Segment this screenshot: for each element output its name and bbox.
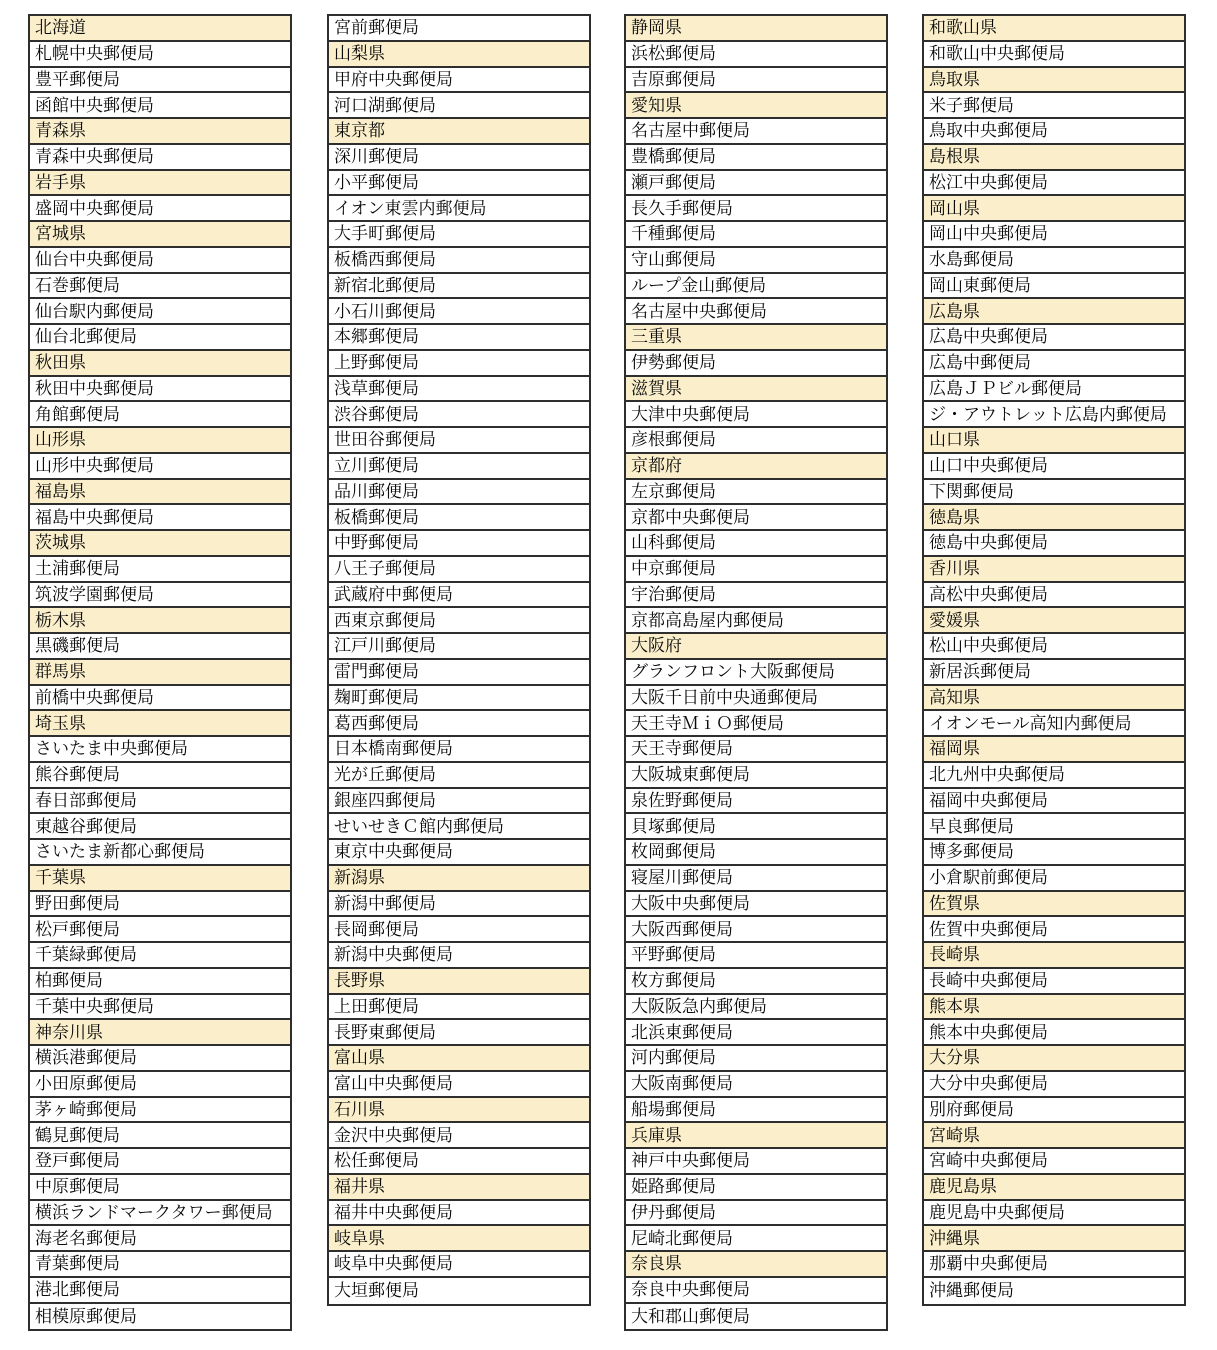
post-office-cell: 大分中央郵便局	[924, 1072, 1184, 1098]
post-office-cell: 宮崎中央郵便局	[924, 1149, 1184, 1175]
post-office-cell: 仙台中央郵便局	[30, 248, 290, 274]
post-office-cell: ジ・アウトレット広島内郵便局	[924, 402, 1184, 428]
post-office-cell: 海老名郵便局	[30, 1226, 290, 1252]
prefecture-cell: 茨城県	[30, 531, 290, 557]
post-office-cell: 銀座四郵便局	[329, 789, 589, 815]
post-office-cell: 北九州中央郵便局	[924, 763, 1184, 789]
post-office-cell: 岐阜中央郵便局	[329, 1252, 589, 1278]
post-office-cell: 中野郵便局	[329, 531, 589, 557]
prefecture-cell: 徳島県	[924, 505, 1184, 531]
post-office-cell: 浅草郵便局	[329, 377, 589, 403]
post-office-cell: 東越谷郵便局	[30, 814, 290, 840]
prefecture-cell: 山形県	[30, 428, 290, 454]
post-office-cell: 大津中央郵便局	[626, 402, 886, 428]
post-office-cell: 黒磯郵便局	[30, 634, 290, 660]
post-office-cell: 西東京郵便局	[329, 608, 589, 634]
post-office-cell: 雷門郵便局	[329, 660, 589, 686]
prefecture-cell: 和歌山県	[924, 16, 1184, 42]
post-office-cell: 長崎中央郵便局	[924, 969, 1184, 995]
post-office-cell: 枚方郵便局	[626, 969, 886, 995]
post-office-cell: 新潟中郵便局	[329, 892, 589, 918]
post-office-cell: 河内郵便局	[626, 1046, 886, 1072]
post-office-cell: 新潟中央郵便局	[329, 943, 589, 969]
post-office-cell: 日本橋南郵便局	[329, 737, 589, 763]
prefecture-cell: 青森県	[30, 119, 290, 145]
post-office-cell: 青葉郵便局	[30, 1252, 290, 1278]
post-office-cell: 和歌山中央郵便局	[924, 42, 1184, 68]
post-office-cell: 松戸郵便局	[30, 917, 290, 943]
post-office-cell: 平野郵便局	[626, 943, 886, 969]
post-office-cell: 鹿児島中央郵便局	[924, 1201, 1184, 1227]
post-office-cell: 富山中央郵便局	[329, 1072, 589, 1098]
post-office-cell: 横浜ランドマークタワー郵便局	[30, 1201, 290, 1227]
post-office-cell: 筑波学園郵便局	[30, 583, 290, 609]
post-office-cell: 武蔵府中郵便局	[329, 583, 589, 609]
post-office-cell: 千種郵便局	[626, 222, 886, 248]
prefecture-cell: 福井県	[329, 1175, 589, 1201]
post-office-cell: 新宿北郵便局	[329, 274, 589, 300]
post-office-cell: 広島中央郵便局	[924, 325, 1184, 351]
post-office-cell: 神戸中央郵便局	[626, 1149, 886, 1175]
prefecture-cell: 熊本県	[924, 995, 1184, 1021]
post-office-cell: 天王寺郵便局	[626, 737, 886, 763]
post-office-cell: 上田郵便局	[329, 995, 589, 1021]
post-office-cell: 長岡郵便局	[329, 917, 589, 943]
post-office-cell: 麹町郵便局	[329, 686, 589, 712]
prefecture-cell: 大分県	[924, 1046, 1184, 1072]
prefecture-cell: 石川県	[329, 1098, 589, 1124]
prefecture-cell: 千葉県	[30, 866, 290, 892]
post-office-cell: 宇治郵便局	[626, 583, 886, 609]
post-office-cell: 盛岡中央郵便局	[30, 196, 290, 222]
post-office-cell: 奈良中央郵便局	[626, 1278, 886, 1304]
prefecture-cell: 栃木県	[30, 608, 290, 634]
post-office-cell: 広島中郵便局	[924, 351, 1184, 377]
post-office-cell: 大阪城東郵便局	[626, 763, 886, 789]
post-office-cell: グランフロント大阪郵便局	[626, 660, 886, 686]
table-column-2	[327, 14, 591, 1306]
post-office-cell: 福島中央郵便局	[30, 505, 290, 531]
prefecture-cell: 北海道	[30, 16, 290, 42]
post-office-cell: 春日部郵便局	[30, 789, 290, 815]
post-office-cell: 泉佐野郵便局	[626, 789, 886, 815]
post-office-cell: 山形中央郵便局	[30, 454, 290, 480]
post-office-cell: 福岡中央郵便局	[924, 789, 1184, 815]
post-office-cell: 左京郵便局	[626, 480, 886, 506]
prefecture-cell: 島根県	[924, 145, 1184, 171]
post-office-cell: 長野東郵便局	[329, 1020, 589, 1046]
post-office-cell: 沖縄郵便局	[924, 1278, 1184, 1304]
post-office-cell: 京都中央郵便局	[626, 505, 886, 531]
prefecture-cell: 京都府	[626, 454, 886, 480]
post-office-cell: 仙台北郵便局	[30, 325, 290, 351]
prefecture-cell: 宮崎県	[924, 1123, 1184, 1149]
prefecture-cell: 長野県	[329, 969, 589, 995]
prefecture-cell: 山梨県	[329, 42, 589, 68]
post-office-cell: 葛西郵便局	[329, 711, 589, 737]
post-office-cell: 福井中央郵便局	[329, 1201, 589, 1227]
post-office-cell: 江戸川郵便局	[329, 634, 589, 660]
post-office-cell: 名古屋中郵便局	[626, 119, 886, 145]
post-office-cell: 板橋郵便局	[329, 505, 589, 531]
post-office-cell: 豊平郵便局	[30, 68, 290, 94]
post-office-cell: 野田郵便局	[30, 892, 290, 918]
post-office-cell: 土浦郵便局	[30, 557, 290, 583]
post-office-cell: 小平郵便局	[329, 171, 589, 197]
prefecture-cell: 秋田県	[30, 351, 290, 377]
post-office-cell: 河口湖郵便局	[329, 93, 589, 119]
post-office-cell: 彦根郵便局	[626, 428, 886, 454]
post-office-cell: 別府郵便局	[924, 1098, 1184, 1124]
post-office-cell: 枚岡郵便局	[626, 840, 886, 866]
prefecture-cell: 愛知県	[626, 93, 886, 119]
post-office-cell: 姫路郵便局	[626, 1175, 886, 1201]
post-office-cell: 小田原郵便局	[30, 1072, 290, 1098]
post-office-cell: 松任郵便局	[329, 1149, 589, 1175]
post-office-cell: 前橋中央郵便局	[30, 686, 290, 712]
post-office-cell: 大阪南郵便局	[626, 1072, 886, 1098]
post-office-cell: 大手町郵便局	[329, 222, 589, 248]
post-office-cell: 熊谷郵便局	[30, 763, 290, 789]
post-office-cell: 板橋西郵便局	[329, 248, 589, 274]
prefecture-cell: 埼玉県	[30, 711, 290, 737]
prefecture-cell: 大阪府	[626, 634, 886, 660]
prefecture-cell: 三重県	[626, 325, 886, 351]
post-office-cell: 吉原郵便局	[626, 68, 886, 94]
post-office-cell: 品川郵便局	[329, 480, 589, 506]
post-office-cell: 伊丹郵便局	[626, 1201, 886, 1227]
post-office-cell: 広島ＪＰビル郵便局	[924, 377, 1184, 403]
post-office-cell: 甲府中央郵便局	[329, 68, 589, 94]
post-office-cell: 伊勢郵便局	[626, 351, 886, 377]
post-office-cell: 千葉中央郵便局	[30, 995, 290, 1021]
post-office-cell: 横浜港郵便局	[30, 1046, 290, 1072]
post-office-cell: イオンモール高知内郵便局	[924, 711, 1184, 737]
post-office-cell: 宮前郵便局	[329, 16, 589, 42]
table-column-3	[624, 14, 888, 1331]
post-office-cell: 中原郵便局	[30, 1175, 290, 1201]
post-office-cell: 大阪千日前中央通郵便局	[626, 686, 886, 712]
prefecture-cell: 長崎県	[924, 943, 1184, 969]
post-office-cell: 千葉緑郵便局	[30, 943, 290, 969]
post-office-cell: 佐賀中央郵便局	[924, 917, 1184, 943]
post-office-cell: 熊本中央郵便局	[924, 1020, 1184, 1046]
prefecture-cell: 鹿児島県	[924, 1175, 1184, 1201]
post-office-cell: 秋田中央郵便局	[30, 377, 290, 403]
post-office-cell: 世田谷郵便局	[329, 428, 589, 454]
prefecture-cell: 東京都	[329, 119, 589, 145]
post-office-cell: さいたま中央郵便局	[30, 737, 290, 763]
post-office-cell: 仙台駅内郵便局	[30, 299, 290, 325]
post-office-cell: 尼崎北郵便局	[626, 1226, 886, 1252]
post-office-cell: 光が丘郵便局	[329, 763, 589, 789]
post-office-cell: 港北郵便局	[30, 1278, 290, 1304]
prefecture-cell: 宮城県	[30, 222, 290, 248]
post-office-cell: 角館郵便局	[30, 402, 290, 428]
post-office-cell: 守山郵便局	[626, 248, 886, 274]
post-office-cell: 上野郵便局	[329, 351, 589, 377]
post-office-cell: 茅ヶ崎郵便局	[30, 1098, 290, 1124]
post-office-cell: 米子郵便局	[924, 93, 1184, 119]
post-office-cell: イオン東雲内郵便局	[329, 196, 589, 222]
post-office-cell: 大阪阪急内郵便局	[626, 995, 886, 1021]
prefecture-cell: 富山県	[329, 1046, 589, 1072]
post-office-cell: 岡山東郵便局	[924, 274, 1184, 300]
prefecture-cell: 鳥取県	[924, 68, 1184, 94]
post-office-cell: 柏郵便局	[30, 969, 290, 995]
prefecture-cell: 広島県	[924, 299, 1184, 325]
post-office-cell: 高松中央郵便局	[924, 583, 1184, 609]
prefecture-cell: 佐賀県	[924, 892, 1184, 918]
table-column-1	[28, 14, 292, 1331]
post-office-cell: 船場郵便局	[626, 1098, 886, 1124]
post-office-cell: 立川郵便局	[329, 454, 589, 480]
post-office-cell: 札幌中央郵便局	[30, 42, 290, 68]
post-office-cell: 天王寺ＭｉＯ郵便局	[626, 711, 886, 737]
prefecture-cell: 滋賀県	[626, 377, 886, 403]
post-office-cell: 那覇中央郵便局	[924, 1252, 1184, 1278]
post-office-cell: 本郷郵便局	[329, 325, 589, 351]
prefecture-cell: 高知県	[924, 686, 1184, 712]
post-office-cell: 東京中央郵便局	[329, 840, 589, 866]
post-office-cell: 新居浜郵便局	[924, 660, 1184, 686]
prefecture-cell: 岐阜県	[329, 1226, 589, 1252]
post-office-cell: 鳥取中央郵便局	[924, 119, 1184, 145]
post-office-cell: 博多郵便局	[924, 840, 1184, 866]
post-office-cell: 函館中央郵便局	[30, 93, 290, 119]
post-office-cell: 渋谷郵便局	[329, 402, 589, 428]
post-office-cell: 相模原郵便局	[30, 1304, 290, 1330]
post-office-cell: 早良郵便局	[924, 814, 1184, 840]
prefecture-cell: 静岡県	[626, 16, 886, 42]
post-office-cell: せいせきＣ館内郵便局	[329, 814, 589, 840]
post-office-cell: 水島郵便局	[924, 248, 1184, 274]
prefecture-cell: 愛媛県	[924, 608, 1184, 634]
prefecture-cell: 奈良県	[626, 1252, 886, 1278]
prefecture-cell: 群馬県	[30, 660, 290, 686]
post-office-cell: 浜松郵便局	[626, 42, 886, 68]
post-office-cell: 長久手郵便局	[626, 196, 886, 222]
post-office-cell: 小石川郵便局	[329, 299, 589, 325]
post-office-cell: 徳島中央郵便局	[924, 531, 1184, 557]
post-office-cell: 名古屋中央郵便局	[626, 299, 886, 325]
post-office-cell: 瀬戸郵便局	[626, 171, 886, 197]
prefecture-cell: 岡山県	[924, 196, 1184, 222]
post-office-cell: 豊橋郵便局	[626, 145, 886, 171]
post-office-cell: 松江中央郵便局	[924, 171, 1184, 197]
post-office-cell: 大阪中央郵便局	[626, 892, 886, 918]
post-office-cell: 下関郵便局	[924, 480, 1184, 506]
post-office-cell: 北浜東郵便局	[626, 1020, 886, 1046]
post-office-cell: 貝塚郵便局	[626, 814, 886, 840]
post-office-cell: ループ金山郵便局	[626, 274, 886, 300]
post-office-cell: 鶴見郵便局	[30, 1123, 290, 1149]
post-office-cell: 登戸郵便局	[30, 1149, 290, 1175]
prefecture-cell: 新潟県	[329, 866, 589, 892]
table-column-4	[922, 14, 1186, 1306]
prefecture-cell: 兵庫県	[626, 1123, 886, 1149]
prefecture-cell: 福岡県	[924, 737, 1184, 763]
post-office-cell: 京都高島屋内郵便局	[626, 608, 886, 634]
post-office-cell: 青森中央郵便局	[30, 145, 290, 171]
post-office-cell: 深川郵便局	[329, 145, 589, 171]
post-office-cell: 山科郵便局	[626, 531, 886, 557]
post-office-cell: 中京郵便局	[626, 557, 886, 583]
prefecture-cell: 山口県	[924, 428, 1184, 454]
post-office-cell: 八王子郵便局	[329, 557, 589, 583]
post-office-cell: さいたま新都心郵便局	[30, 840, 290, 866]
post-office-cell: 岡山中央郵便局	[924, 222, 1184, 248]
prefecture-cell: 福島県	[30, 480, 290, 506]
prefecture-cell: 岩手県	[30, 171, 290, 197]
prefecture-cell: 沖縄県	[924, 1226, 1184, 1252]
post-office-cell: 寝屋川郵便局	[626, 866, 886, 892]
post-office-cell: 大阪西郵便局	[626, 917, 886, 943]
post-office-cell: 石巻郵便局	[30, 274, 290, 300]
post-office-cell: 松山中央郵便局	[924, 634, 1184, 660]
post-office-cell: 山口中央郵便局	[924, 454, 1184, 480]
post-office-cell: 金沢中央郵便局	[329, 1123, 589, 1149]
post-office-cell: 大垣郵便局	[329, 1278, 589, 1304]
post-office-cell: 小倉駅前郵便局	[924, 866, 1184, 892]
prefecture-cell: 神奈川県	[30, 1020, 290, 1046]
prefecture-cell: 香川県	[924, 557, 1184, 583]
post-office-cell: 大和郡山郵便局	[626, 1304, 886, 1330]
